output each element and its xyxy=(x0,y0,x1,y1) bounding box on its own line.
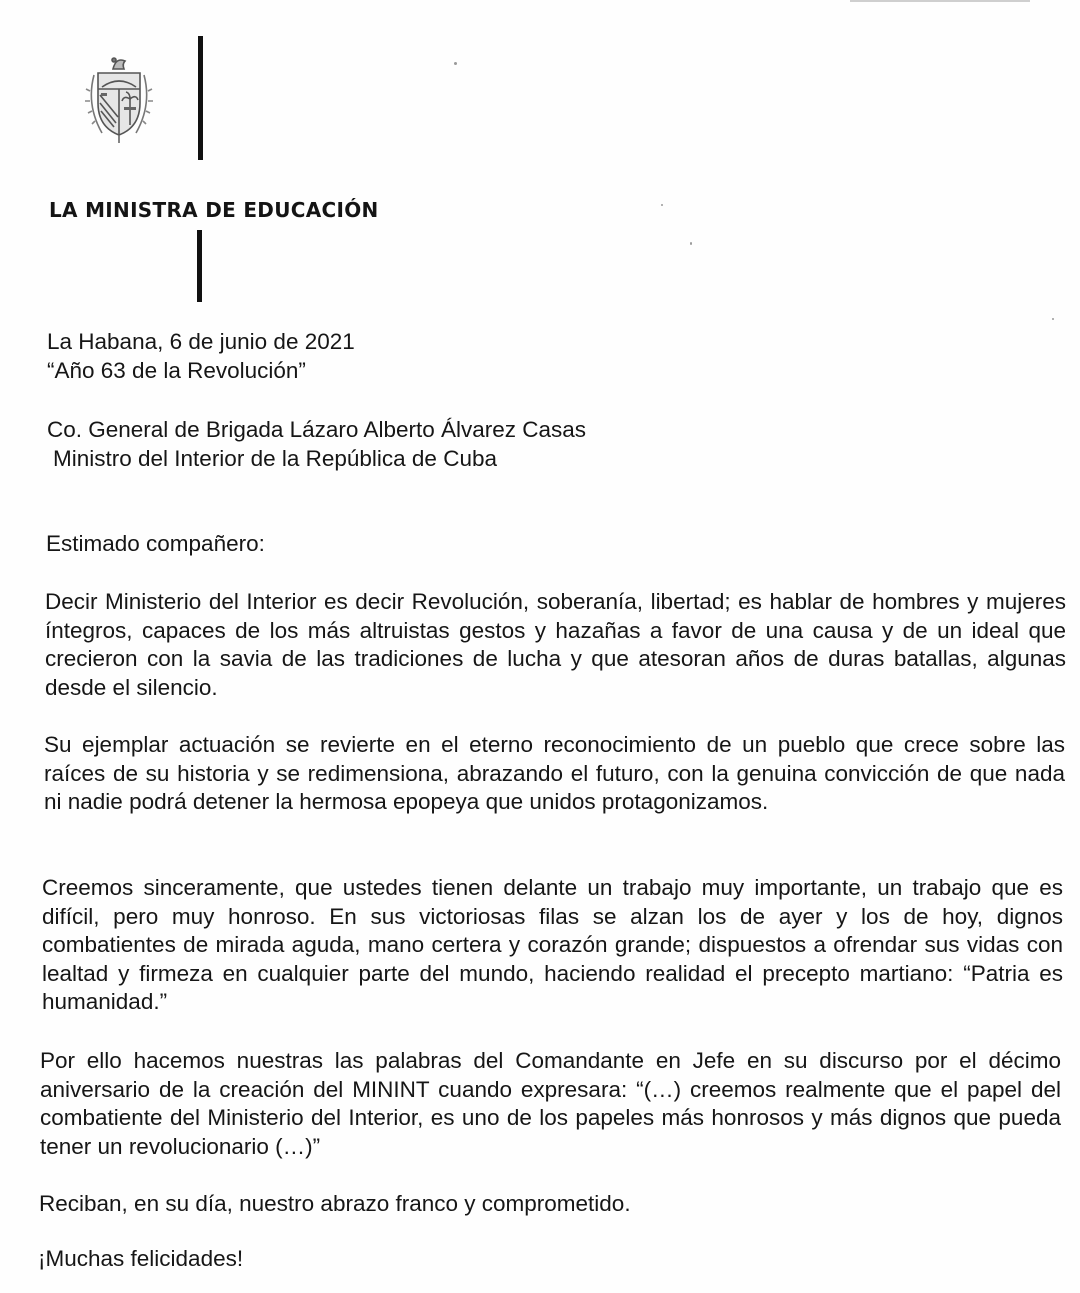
place-date: La Habana, 6 de junio de 2021 xyxy=(47,329,355,354)
year-motto: “Año 63 de la Revolución” xyxy=(47,358,306,383)
closing: ¡Muchas felicidades! xyxy=(38,1246,244,1271)
paragraph-4: Por ello hacemos nuestras las palabras del Comandante en Jefe en su discurso por el décimo aniversario de la creación del MININT cuando expresara: “(…) creemos realmente que el papel del combatiente del Ministerio del Interior, es uno de los papeles más honrosos y más dignos que pueda tener un revolucionario (…)” xyxy=(40,1048,1061,1159)
paragraph-3: Creemos sinceramente, que ustedes tienen delante un trabajo muy importante, un trabajo que es difícil, pero muy honroso. En sus victoriosas filas se alzan los de ayer y los de hoy, dignos combatientes de mirada aguda, mano certera y corazón grande; dispuestos a ofrendar sus vidas con lealtad y firmeza en cualquier parte del mundo, haciendo realidad el precepto martiano: “Patria es humanidad.” xyxy=(42,875,1063,1014)
coat-of-arms-icon xyxy=(80,55,158,145)
letterhead-divider-bottom xyxy=(197,230,202,302)
scan-speck xyxy=(1052,318,1054,320)
salutation: Estimado compañero: xyxy=(46,531,265,556)
recipient-position: Ministro del Interior de la República de Cuba xyxy=(53,446,497,471)
scan-edge-line xyxy=(850,0,1030,2)
scan-speck xyxy=(454,62,457,65)
recipient-name: Co. General de Brigada Lázaro Alberto Álvarez Casas xyxy=(47,417,587,442)
paragraph-2: Su ejemplar actuación se revierte en el eterno reconocimiento de un pueblo que crece sobre las raíces de su historia y se redimensiona, abrazando el futuro, con la genuina convicción de que nada ni nadie podrá detener la hermosa epopeya que unidos protagonizamos. xyxy=(44,732,1065,814)
paragraph-1: Decir Ministerio del Interior es decir Revolución, soberanía, libertad; es hablar de hombres y mujeres íntegros, capaces de los más altruistas gestos y hazañas a favor de una causa y de un ideal que crecieron con la savia de las tradiciones de lucha y que atesoran años de duras batallas, algunas desde el silencio. xyxy=(45,589,1066,700)
paragraph-5: Reciban, en su día, nuestro abrazo franco y comprometido. xyxy=(39,1191,631,1216)
letterhead-title: LA MINISTRA DE EDUCACIÓN xyxy=(49,198,379,222)
scan-speck xyxy=(661,204,663,206)
scan-speck xyxy=(690,242,692,245)
letterhead-divider-top xyxy=(198,36,203,160)
